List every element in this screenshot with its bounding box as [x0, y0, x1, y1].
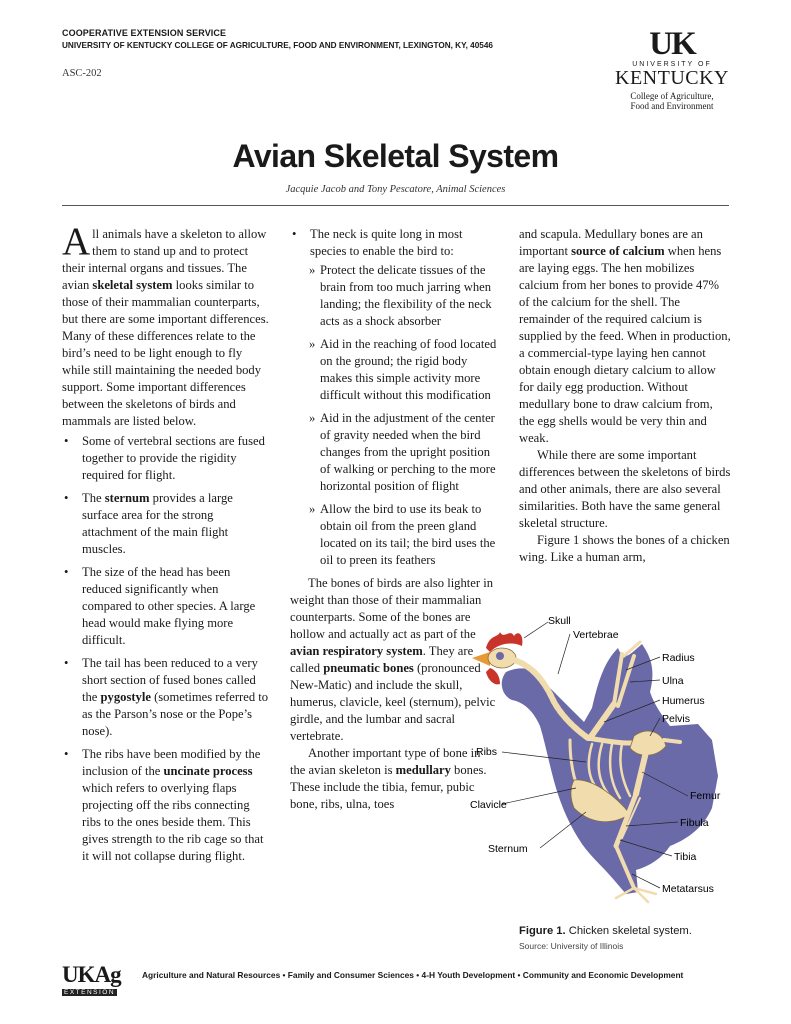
sub-list-item: » Allow the bird to use its beak to obtain oil from the preen gland located on its tail; the bird uses the oil to preen its feathers — [290, 501, 498, 569]
publication-number: ASC-202 — [62, 68, 102, 79]
neck-sub-list — [290, 262, 498, 569]
figure-source: Source: University of Illinois — [519, 941, 624, 951]
label-metatarsus: Metatarsus — [662, 883, 714, 895]
label-pelvis: Pelvis — [662, 713, 691, 725]
authors: Jacquie Jacob and Tony Pescatore, Animal Sciences — [285, 184, 506, 195]
uk-logo — [612, 28, 732, 111]
label-ribs: Ribs — [476, 746, 498, 758]
uk-logo-kentucky: KENTUCKY — [615, 67, 729, 89]
tail-bone — [664, 740, 680, 742]
sub-list-item: » Aid in the reaching of food located on the ground; the rigid body makes this simple activity more difficult without this modification — [290, 336, 498, 404]
list-item: • The neck is quite long in most species to enable the bird to: » Protect the delicate tissues of the brain from too much jarring when landing; the flexibility of the neck acts as a shock absorber » Aid in the reaching of food located on the ground; the rigid body makes this simple activity more difficult without this modification » Aid in the adjustment of the center of gravity needed when the bird changes from the upright position of walking or perching to the more horizontal position of flight » Allow the bird to use its beak to obtain oil from the preen gland located on its tail; the bird uses the oil to preen its feathers — [290, 226, 498, 569]
similarities-paragraph: While there are some important differences between the skeletons of birds and other animals, there are also several similarities. Both have the same general skeletal structure. — [519, 448, 731, 530]
list-item: • Some of vertebral sections are fused together to provide the rigidity required for flight. — [62, 433, 270, 484]
college-line-2: Food and Environment — [630, 101, 714, 111]
chicken-wattle — [486, 668, 500, 684]
service-name: COOPERATIVE EXTENSION SERVICE — [62, 28, 227, 38]
pneumatic-paragraph: The bones of birds are also lighter in weight than those of their mammalian counterparts. Some of the bones are hollow and actually act as part of the avian respiratory system. They are called pneumatic bones (pronounced New-Matic) and include the skull, humerus, clavicle, keel (sternum), pelvic girdle, and the lumbar and sacral vertebrate. — [290, 576, 496, 743]
title-divider — [62, 205, 729, 206]
sub-list-item: » Aid in the adjustment of the center of gravity needed when the bird changes from the upright position of walking or perching to the more horizontal position of flight — [290, 410, 498, 495]
figure-caption: Figure 1. Chicken skeletal system. — [519, 925, 692, 937]
chicken-skeleton-figure — [466, 612, 736, 924]
drop-cap: A — [62, 220, 91, 263]
label-tibia: Tibia — [674, 851, 697, 863]
label-femur: Femur — [690, 790, 721, 802]
neck-list — [290, 226, 498, 569]
list-item: • The tail has been reduced to a very short section of fused bones called the pygostyle (sometimes referred to as the Parson’s nose or the Pope’s nose). — [62, 655, 270, 740]
footer — [62, 962, 732, 998]
uk-logo-university-of: UNIVERSITY OF — [632, 61, 712, 68]
chicken-beak — [472, 652, 490, 666]
college-line-1: College of Agriculture, — [630, 91, 714, 101]
label-skull: Skull — [548, 615, 571, 627]
column-3 — [519, 226, 731, 566]
program-areas: Agriculture and Natural Resources • Family and Consumer Sciences • 4-H Youth Development • Community and Economic Development — [142, 970, 684, 980]
medullary-paragraph: Another important type of bone in the avian skeleton is medullary bones. These include the tibia, femur, pubic bone, ribs, ulna, toes — [290, 746, 487, 811]
figure-reference-paragraph: Figure 1 shows the bones of a chicken wing. Like a human arm, — [519, 533, 730, 564]
label-radius: Radius — [662, 652, 695, 664]
list-item: • The sternum provides a large surface area for the strong attachment of the main flight muscles. — [62, 490, 270, 558]
sub-list-item: » Protect the delicate tissues of the brain from too much jarring when landing; the flexibility of the neck acts as a shock absorber — [290, 262, 498, 330]
label-sternum: Sternum — [488, 843, 528, 855]
label-humerus: Humerus — [662, 695, 705, 707]
extension-label: EXTENSION — [64, 989, 116, 996]
label-clavicle: Clavicle — [470, 799, 507, 811]
label-ulna: Ulna — [662, 675, 684, 687]
list-item: • The size of the head has been reduced significantly when compared to other species. A large head would make flying more difficult. — [62, 564, 270, 649]
differences-list — [62, 433, 270, 865]
toe-bones — [616, 888, 656, 902]
list-item: • The ribs have been modified by the inclusion of the uncinate process which refers to overlying flaps projecting off the ribs connecting ribs to the ones beside them. This gives strength to the rib cage so that it will not collapse during flight. — [62, 746, 270, 865]
uk-logo-college — [612, 91, 732, 111]
college-address: UNIVERSITY OF KENTUCKY COLLEGE OF AGRICULTURE, FOOD AND ENVIRONMENT, LEXINGTON, KY, 40546 — [62, 41, 493, 50]
calcium-paragraph: and scapula. Medullary bones are an important source of calcium when hens are laying eggs. The hen mobilizes calcium from her bones to provide 47% of the calcium for the shell. The remainder of the required calcium is supplied by the feed. When in production, a commercial-type laying hen cannot obtain enough dietary calcium to allow for daily egg production. Without medullary bone to draw calcium from, the egg shells would be very thin and weak. — [519, 227, 731, 445]
uk-logo-mark: UK — [649, 26, 695, 62]
intro-paragraph: All animals have a skeleton to allow them to stand up and to protect their internal organs and tissues. The avian skeletal system looks similar to those of their mammalian counterparts, but there are some important differences. Many of these differences relate to the bird’s need to be light enough to fly while still maintaining the needed body support. Some important differences between the skeletons of birds and mammals are listed below. — [62, 220, 269, 428]
label-fibula: Fibula — [680, 817, 709, 829]
column-1 — [62, 220, 270, 871]
ukag-extension-logo: UKAg — [62, 962, 121, 987]
label-vertebrae: Vertebrae — [573, 629, 619, 641]
page-title: Avian Skeletal System — [232, 138, 559, 174]
